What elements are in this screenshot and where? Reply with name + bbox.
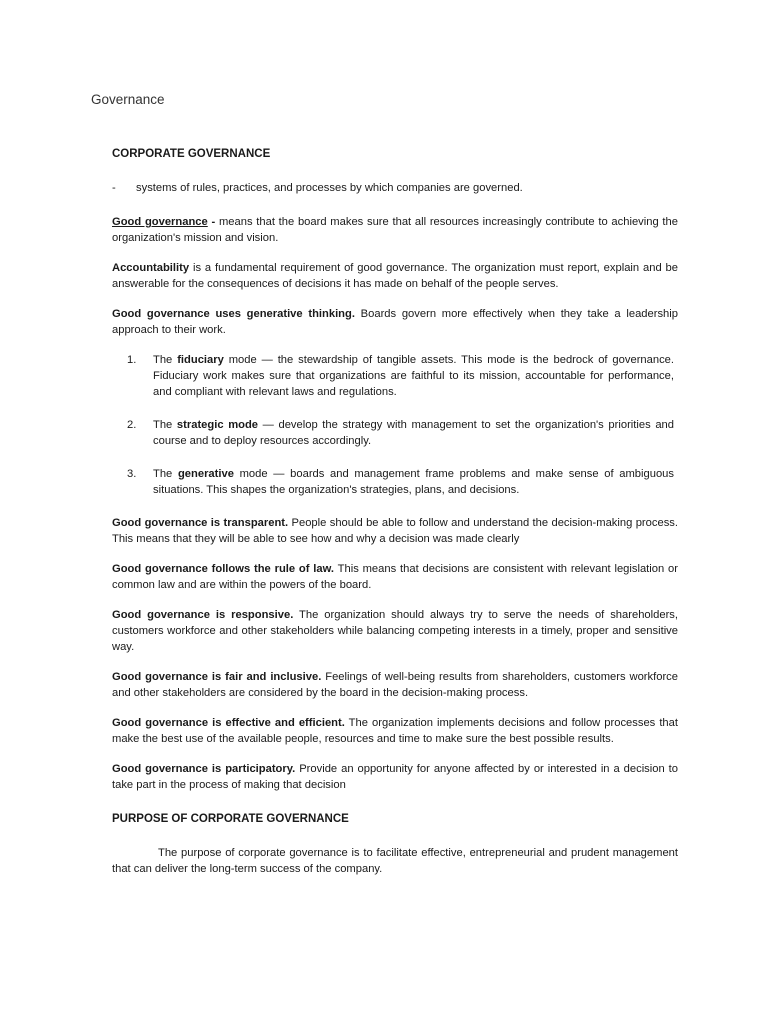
principle-paragraph [112, 715, 678, 747]
list-item [112, 466, 678, 498]
list-item-number: 3. [127, 468, 137, 480]
list-item-prefix: The [153, 468, 178, 480]
accountability-paragraph [112, 260, 678, 292]
governance-modes-list [112, 352, 678, 498]
principle-term: Good governance is participatory. [112, 763, 296, 775]
list-item-term: fiduciary [177, 354, 224, 366]
list-item-text [153, 466, 678, 498]
generative-thinking-term: Good governance uses generative thinking. [112, 308, 355, 320]
list-item-number: 1. [127, 354, 137, 366]
list-item-term: generative [177, 468, 234, 480]
principle-text: The organization implements decisions and follow processes that make the best use of the available people, resources and time to make sure the best possible results. [112, 717, 678, 745]
list-item [112, 352, 678, 400]
list-item-prefix: The [153, 419, 177, 431]
list-item-prefix: The [153, 354, 178, 366]
principle-paragraph [112, 669, 678, 701]
good-governance-paragraph [112, 214, 678, 246]
principle-term: Good governance is effective and efficient. [112, 717, 345, 729]
definition-dash: - [112, 182, 116, 194]
principle-paragraph [112, 607, 678, 655]
page-header-title: Governance [91, 92, 165, 107]
principle-text: The organization should always try to serve the needs of shareholders, customers workforce and other stakeholders while balancing competing interests in a timely, proper and sensitive way. [112, 609, 678, 653]
list-item-body: mode — boards and management frame problems and make sense of ambiguous situations. This shapes the organization's strategies, plans, and decisions. [153, 468, 674, 496]
definition-line [112, 180, 678, 196]
principle-term: Good governance follows the rule of law. [112, 563, 335, 575]
list-item-text [153, 352, 678, 400]
principle-paragraph [112, 761, 678, 793]
principle-text: Provide an opportunity for anyone affected by or interested in a decision to take part in the process of making that decision [112, 763, 678, 791]
list-item [112, 417, 678, 449]
list-item-number: 2. [127, 419, 137, 431]
definition-text: systems of rules, practices, and processes by which companies are governed. [136, 182, 523, 194]
good-governance-text: means that the board makes sure that all resources increasingly contribute to achieving the organization's mission and vision. [112, 216, 678, 244]
accountability-term: Accountability [112, 262, 190, 274]
list-item-term: strategic mode [176, 419, 259, 431]
principle-term: Good governance is transparent. [112, 517, 289, 529]
section-title: CORPORATE GOVERNANCE [112, 148, 271, 160]
document-body [112, 146, 678, 877]
good-governance-separator: - [207, 216, 219, 228]
principle-paragraph [112, 515, 678, 547]
generative-thinking-text: Boards govern more effectively when they take a leadership approach to their work. [112, 308, 678, 336]
generative-thinking-paragraph [112, 306, 678, 338]
accountability-text: is a fundamental requirement of good governance. The organization must report, explain and be answerable for the consequences of decisions it has made on behalf of the people serves. [112, 262, 678, 290]
list-item-body: — develop the strategy with management to set the organization's priorities and course and to deploy resources accordingly. [153, 419, 674, 447]
purpose-section-title: PURPOSE OF CORPORATE GOVERNANCE [112, 813, 349, 825]
list-item-text [153, 417, 678, 449]
principle-text: Feelings of well-being results from shareholders, customers workforce and other stakeholders are considered by the board in the decision-making process. [112, 671, 678, 699]
principle-text: This means that decisions are consistent with relevant legislation or common law and are within the powers of the board. [112, 563, 678, 591]
good-governance-term: Good governance [112, 216, 208, 228]
principle-term: Good governance is fair and inclusive. [112, 671, 322, 683]
list-item-body: mode — the stewardship of tangible assets. This mode is the bedrock of governance. Fiduciary work makes sure that organizations are faithful to its mission, accountable for performance, and compliant with relevant laws and regulations. [153, 354, 675, 398]
purpose-paragraph: The purpose of corporate governance is to facilitate effective, entrepreneurial and prudent management that can deliver the long-term success of the company. [112, 847, 678, 875]
principle-text: People should be able to follow and understand the decision-making process. This means that they will be able to see how and why a decision was made clearly [112, 517, 678, 545]
principle-paragraph [112, 561, 678, 593]
principle-term: Good governance is responsive. [112, 609, 294, 621]
